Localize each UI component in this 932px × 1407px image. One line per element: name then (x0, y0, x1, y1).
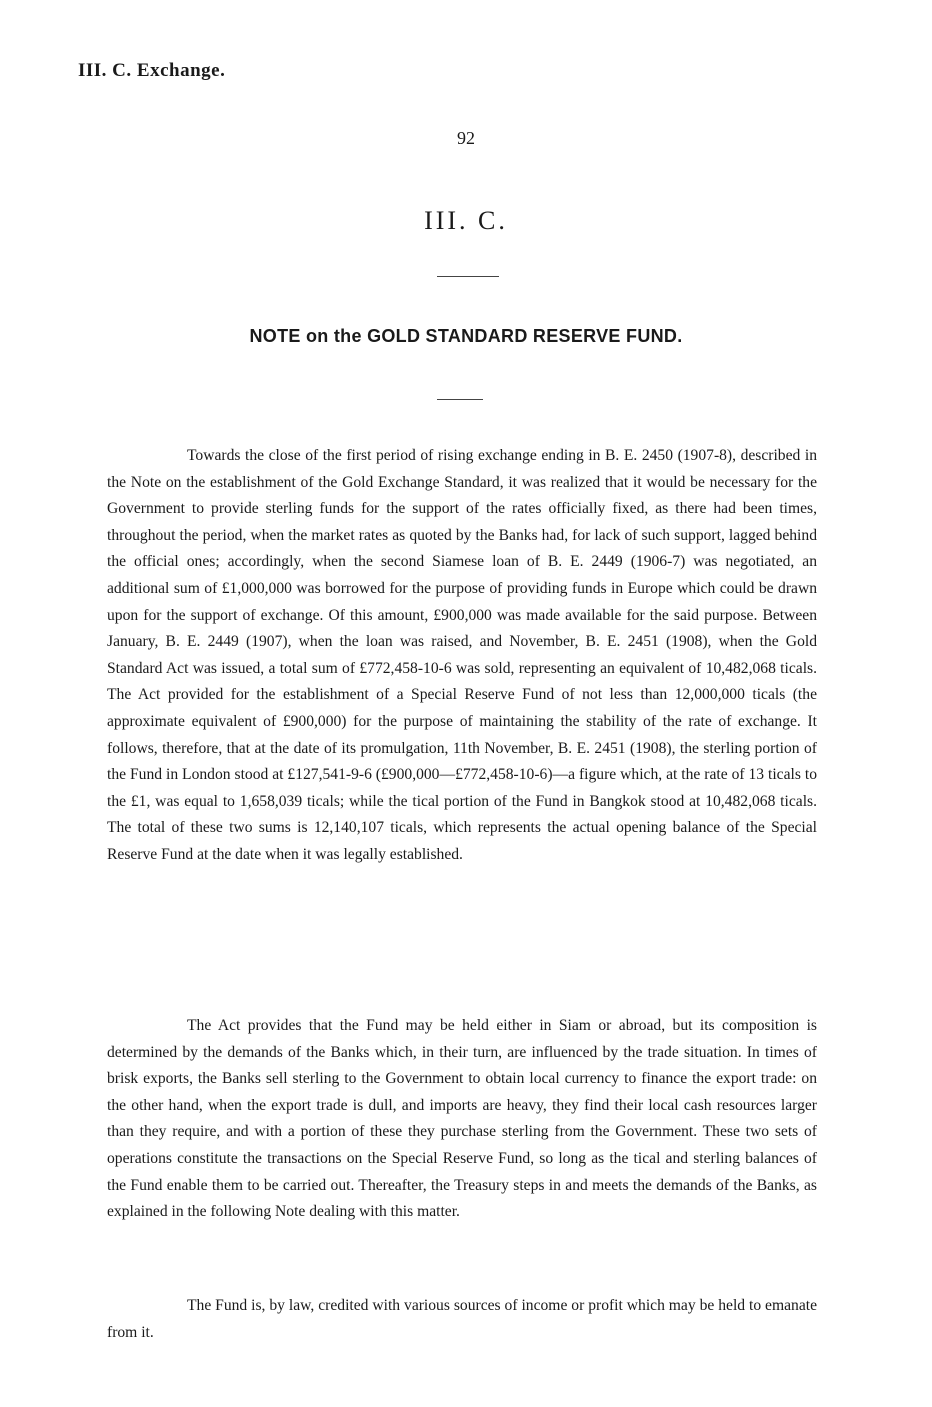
page-number: 92 (457, 128, 475, 148)
body-paragraph: Towards the close of the first period of rising exchange ending in B. E. 2450 (1907-8), described in the Note on the establishment of the Gold Exchange Standard, it was realized that it would be necessary for the Government to provide sterling funds for the support of the rates officially fixed, as there had been times, throughout the period, when the market rates as quoted by the Banks had, for lack of such support, lagged behind the official ones; accordingly, when the second Siamese loan of B. E. 2449 (1906-7) was negotiated, an additional sum of £1,000,000 was borrowed for the purpose of providing funds in Europe which could be drawn upon for the support of exchange. Of this amount, £900,000 was made available for the said purpose. Between January, B. E. 2449 (1907), when the loan was raised, and November, B. E. 2451 (1908), when the Gold Standard Act was issued, a total sum of £772,458-10-6 was sold, representing an equivalent of 10,482,068 ticals. The Act provided for the establishment of a Special Reserve Fund of not less than 12,000,000 ticals (the approximate equivalent of £900,000) for the purpose of maintaining the stability of the rate of exchange. It follows, therefore, that at the date of its promulgation, 11th November, B. E. 2451 (1908), the sterling portion of the Fund in London stood at £127,541-9-6 (£900,000—£772,458-10-6)—a figure which, at the rate of 13 ticals to the £1, was equal to 1,658,039 ticals; while the tical portion of the Fund in Bangkok stood at 10,482,068 ticals. The total of these two sums is 12,140,107 ticals, which represents the actual opening balance of the Special Reserve Fund at the date when it was legally established. (107, 447, 817, 863)
note-title: NOTE on the GOLD STANDARD RESERVE FUND. (249, 326, 683, 346)
body-paragraph: The Fund is, by law, credited with various sources of income or profit which may be held to emanate from it. (107, 1297, 817, 1341)
section-heading: III. C. (424, 206, 508, 235)
running-head: III. C. Exchange. (78, 60, 226, 81)
body-paragraph: The Act provides that the Fund may be held either in Siam or abroad, but its composition is determined by the demands of the Banks which, in their turn, are influenced by the trade situation. In times of brisk exports, the Banks sell sterling to the Government to obtain local currency to finance the export trade: on the other hand, when the export trade is dull, and imports are heavy, they find their local cash resources larger than they require, and with a portion of these they purchase sterling from the Government. These two sets of operations constitute the transactions on the Special Reserve Fund, so long as the tical and sterling balances of the Fund enable them to be carried out. Thereafter, the Treasury steps in and meets the demands of the Banks, as explained in the following Note dealing with this matter. (107, 1017, 817, 1221)
divider-rule (437, 276, 499, 277)
divider-rule (437, 399, 483, 400)
